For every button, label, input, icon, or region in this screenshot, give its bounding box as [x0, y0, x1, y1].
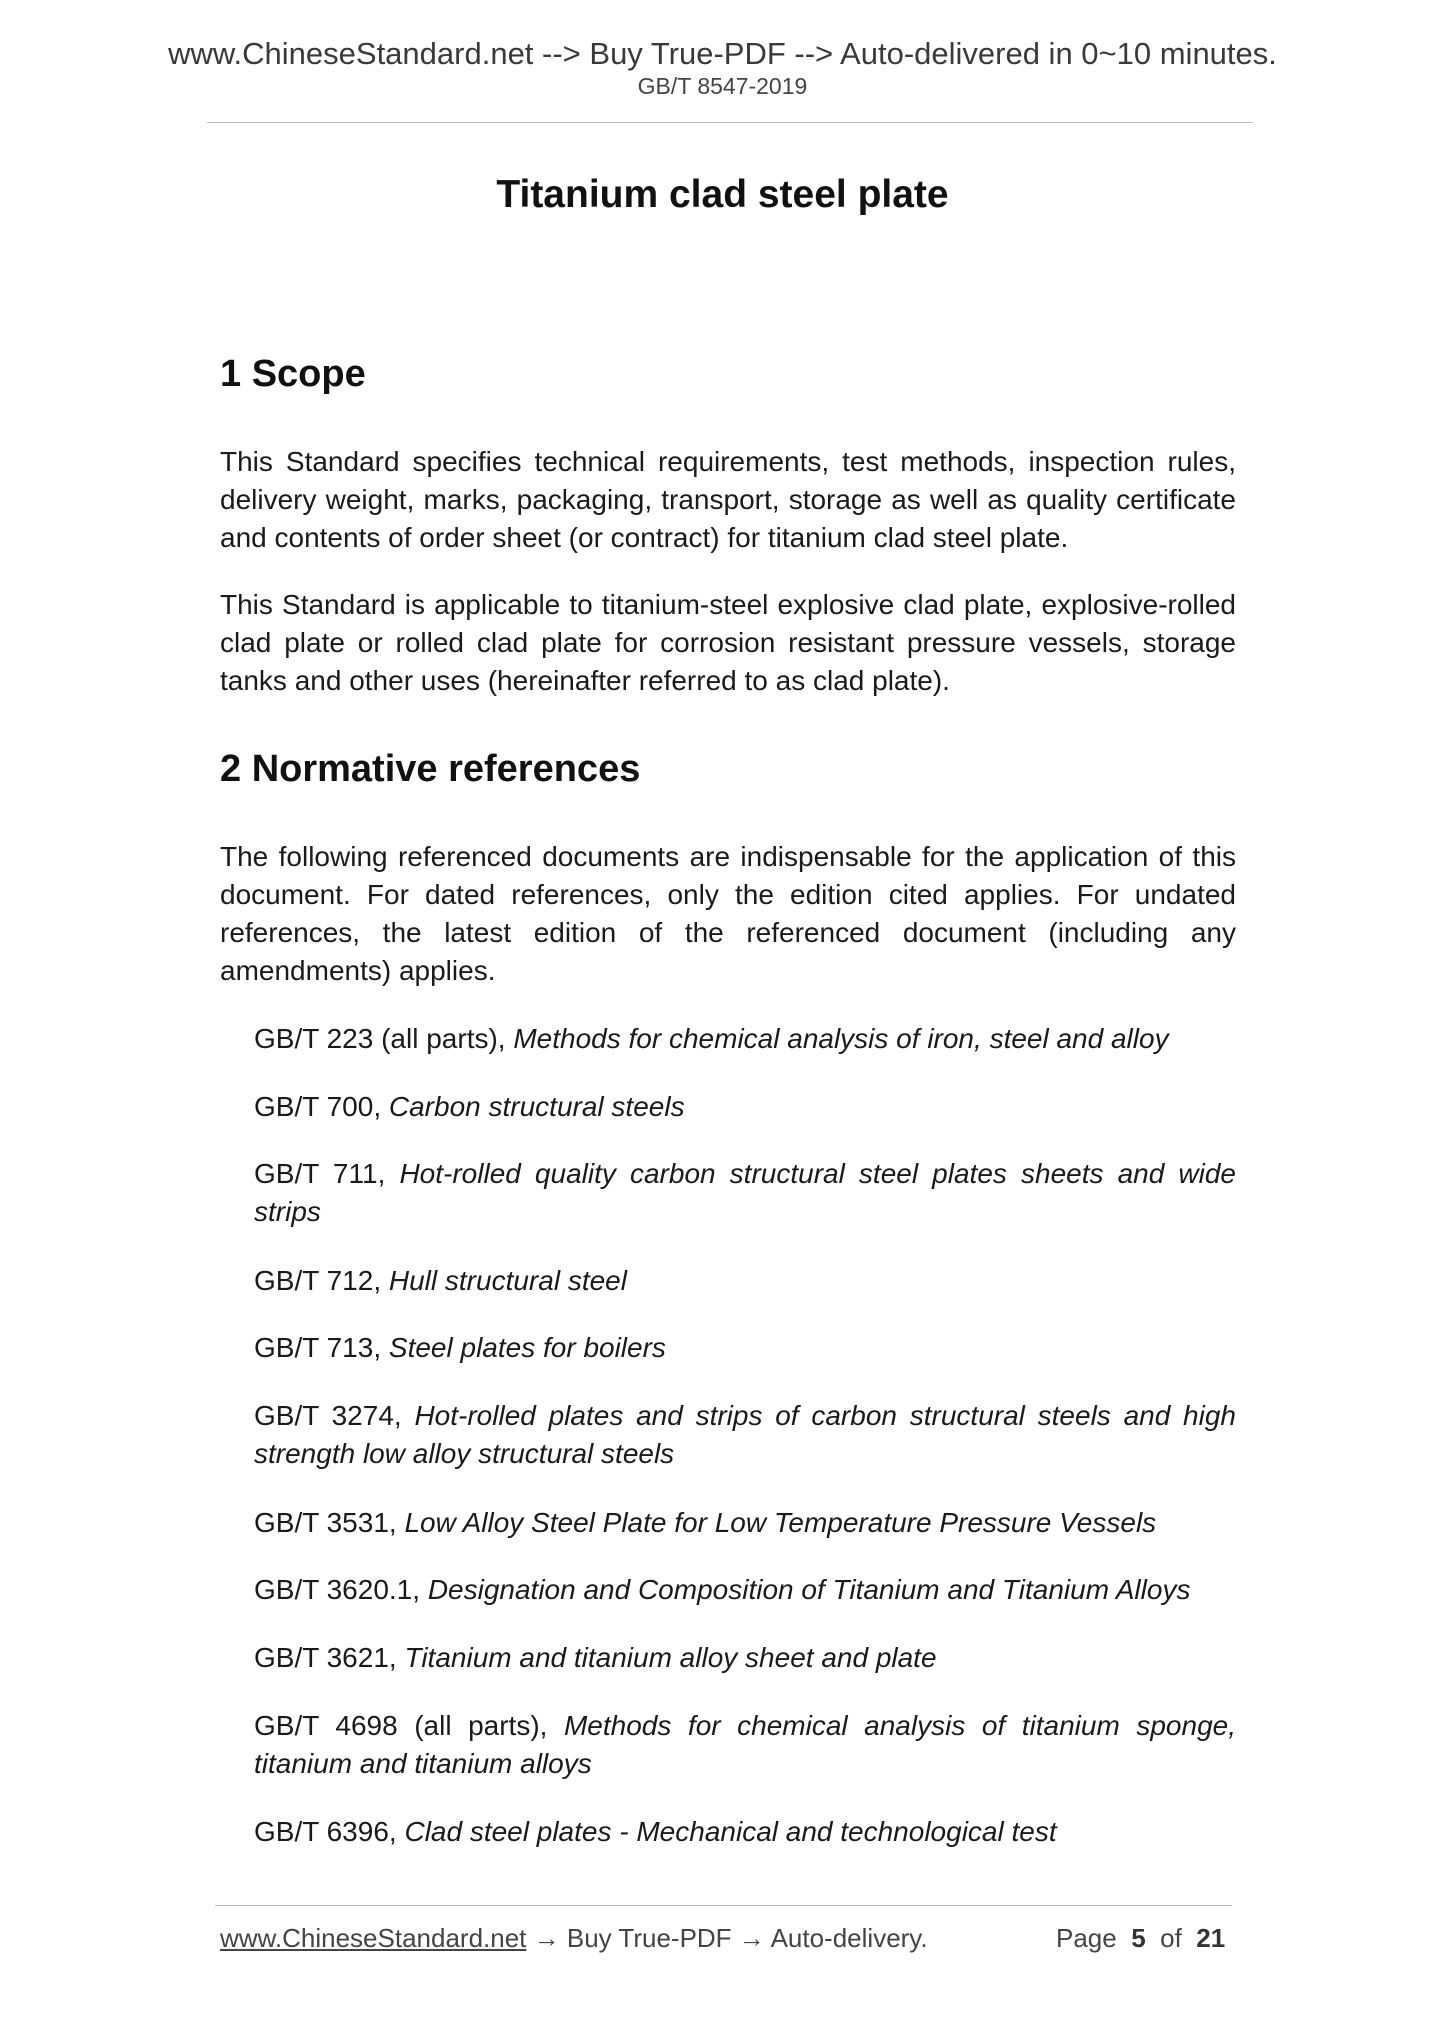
reference-title: Low Alloy Steel Plate for Low Temperature Pressure Vessels — [404, 1507, 1157, 1538]
reference-title: Carbon structural steels — [388, 1091, 685, 1122]
section-2-heading: 2 Normative references — [220, 748, 641, 790]
reference-item — [254, 1262, 1236, 1300]
reference-code: GB/T 713, — [254, 1332, 389, 1363]
reference-code: GB/T 6396, — [254, 1816, 405, 1847]
reference-code: GB/T 700, — [254, 1091, 389, 1122]
references-intro: The following referenced documents are indispensable for the application of this document. For dated references, only the edition cited applies. For undated references, the latest edition of the referenced document (including any amendments) applies. — [220, 841, 1236, 986]
reference-title: Hull structural steel — [388, 1265, 627, 1296]
page-of-label: of — [1160, 1923, 1182, 1953]
footer-promo — [220, 1925, 928, 1951]
scope-paragraph-2: This Standard is applicable to titanium-steel explosive clad plate, explosive-rolled clad plate or rolled clad plate for corrosion resistant pressure vessels, storage tanks and other uses (hereinafter referred to as clad plate). — [220, 589, 1236, 696]
reference-title: Hot-rolled plates and strips of carbon structural steels and high strength low alloy structural steels — [254, 1400, 1236, 1469]
reference-title: Methods for chemical analysis of titanium sponge, titanium and titanium alloys — [254, 1710, 1236, 1779]
reference-code: GB/T 711, — [254, 1158, 400, 1189]
scope-paragraph-1: This Standard specifies technical requirements, test methods, inspection rules, delivery weight, marks, packaging, transport, storage as well as quality certificate and contents of order sheet (or contract) for titanium clad steel plate. — [220, 446, 1236, 553]
header-banner: www.ChineseStandard.net --> Buy True-PDF --> Auto-delivered in 0~10 minutes. — [168, 36, 1277, 71]
reference-code: GB/T 4698 (all parts), — [254, 1710, 564, 1741]
standard-code: GB/T 8547-2019 — [637, 73, 808, 99]
header-divider — [207, 122, 1253, 123]
reference-item — [254, 1571, 1236, 1609]
total-pages-number: 21 — [1196, 1923, 1226, 1953]
current-page-number: 5 — [1131, 1923, 1146, 1953]
reference-item — [254, 1329, 1236, 1367]
reference-item — [254, 1397, 1236, 1473]
reference-title: Steel plates for boilers — [388, 1332, 666, 1363]
reference-code: GB/T 3620.1, — [254, 1574, 428, 1605]
reference-item — [254, 1020, 1236, 1058]
reference-item — [254, 1813, 1236, 1851]
reference-title: Designation and Composition of Titanium and Titanium Alloys — [427, 1574, 1191, 1605]
reference-code: GB/T 223 (all parts), — [254, 1023, 514, 1054]
reference-code: GB/T 3274, — [254, 1400, 415, 1431]
footer-website-link[interactable]: www.ChineseStandard.net — [220, 1923, 527, 1953]
reference-code: GB/T 3531, — [254, 1507, 405, 1538]
reference-title: Clad steel plates - Mechanical and technological test — [404, 1816, 1057, 1847]
footer-promo-text: → Buy True-PDF → Auto-delivery. — [526, 1923, 928, 1953]
section-1-heading: 1 Scope — [220, 353, 366, 395]
footer-divider — [215, 1905, 1232, 1906]
reference-title: Hot-rolled quality carbon structural steel plates sheets and wide strips — [254, 1158, 1236, 1227]
reference-title: Titanium and titanium alloy sheet and plate — [404, 1642, 937, 1673]
document-title: Titanium clad steel plate — [496, 173, 949, 216]
reference-item — [254, 1088, 1236, 1126]
reference-title: Methods for chemical analysis of iron, steel and alloy — [513, 1023, 1169, 1054]
reference-item — [254, 1707, 1236, 1783]
reference-item — [254, 1504, 1236, 1542]
reference-item — [254, 1155, 1236, 1231]
page-label: Page — [1056, 1923, 1117, 1953]
reference-code: GB/T 712, — [254, 1265, 389, 1296]
reference-item — [254, 1639, 1236, 1677]
page-indicator — [1056, 1925, 1225, 1951]
reference-code: GB/T 3621, — [254, 1642, 405, 1673]
